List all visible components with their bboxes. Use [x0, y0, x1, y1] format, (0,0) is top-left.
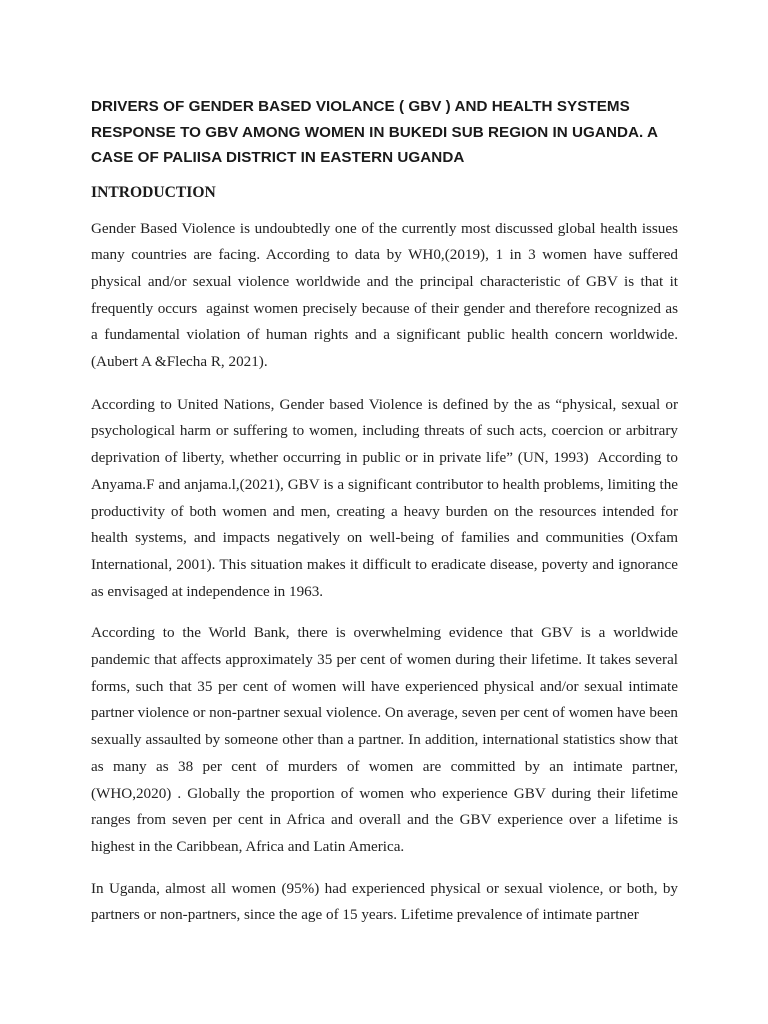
paragraph-2: According to United Nations, Gender based Violence is defined by the as “physical, sexual or psychological harm or suffering to women, including threats of such acts, coercion or arbitrary deprivation of liberty, whether occurring in public or in private life” (UN, 1993) According to Anyama.F and anjama.l,(2021), GBV is a significant contributor to health problems, limiting the productivity of both women and men, creating a heavy burden on the resources intended for health systems, and impacts negatively on well-being of families and communities (Oxfam International, 2001). This situation makes it difficult to eradicate disease, poverty and ignorance as envisaged at independence in 1963.	[91, 395, 682, 600]
document-body	[91, 94, 682, 929]
section-heading-introduction: INTRODUCTION	[91, 183, 216, 201]
paragraph-1: Gender Based Violence is undoubtedly one of the currently most discussed global health issues many countries are facing. According to data by WH0,(2019), 1 in 3 women have suffered physical and/or sexual violence worldwide and the principal characteristic of GBV is that it frequently occurs against women precisely because of their gender and therefore recognized as a fundamental violation of human rights and a significant public health concern worldwide. (Aubert A &Flecha R, 2021).	[91, 219, 682, 371]
paragraph-3: According to the World Bank, there is overwhelming evidence that GBV is a worldwide pandemic that affects approximately 35 per cent of women during their lifetime. It takes several forms, such that 35 per cent of women will have experienced physical and/or sexual intimate partner violence or non-partner sexual violence. On average, seven per cent of women have been sexually assaulted by someone other than a partner. In addition, international statistics show that as many as 38 per cent of murders of women are committed by an intimate partner, (WHO,2020) . Globally the proportion of women who experience GBV during their lifetime ranges from seven per cent in Africa and overall and the GBV experience over a lifetime is highest in the Caribbean, Africa and Latin America.	[91, 624, 682, 855]
paragraph-4: In Uganda, almost all women (95%) had experienced physical or sexual violence, or both, by partners or non-partners, since the age of 15 years. Lifetime prevalence of intimate partner	[91, 879, 682, 924]
document-title: DRIVERS OF GENDER BASED VIOLANCE ( GBV ) AND HEALTH SYSTEMS RESPONSE TO GBV AMONG WOMEN IN BUKEDI SUB REGION IN UGANDA. A CASE OF PALIISA DISTRICT IN EASTERN UGANDA	[91, 98, 658, 166]
